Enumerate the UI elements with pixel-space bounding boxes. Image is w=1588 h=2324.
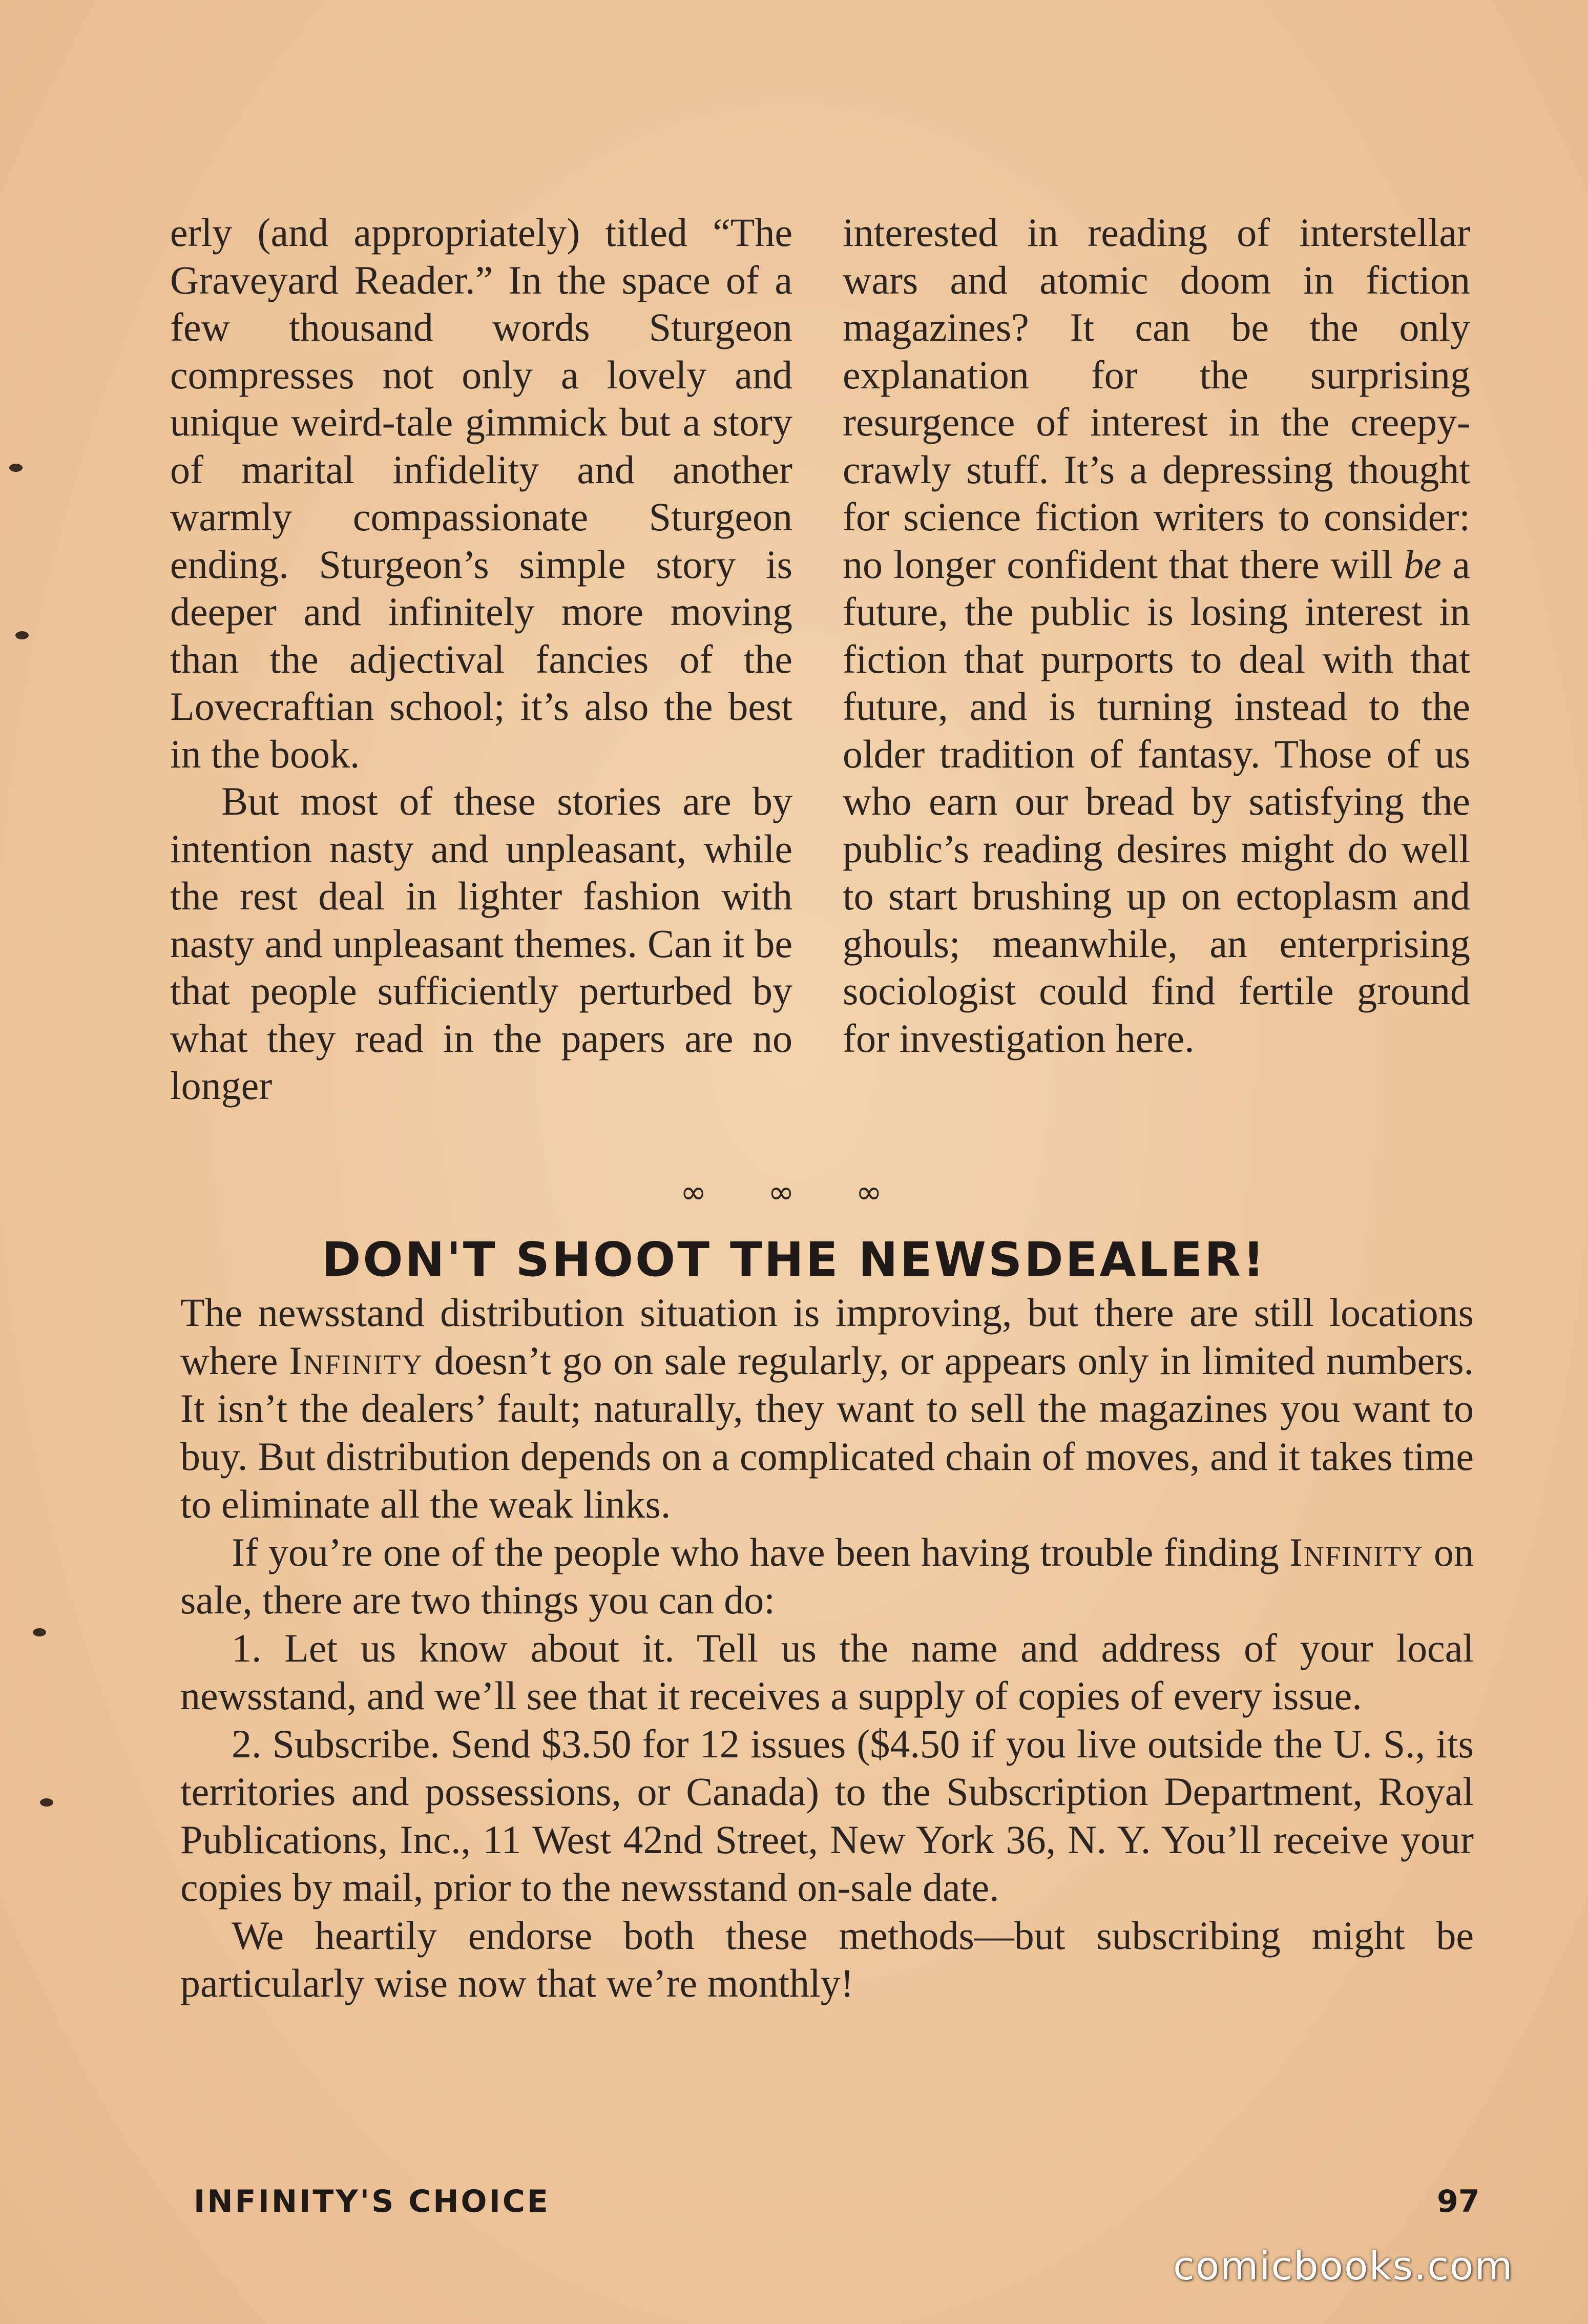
right-column	[843, 209, 1470, 1062]
binding-hole	[33, 1628, 46, 1636]
binding-hole	[40, 1798, 53, 1807]
binding-hole	[15, 631, 29, 639]
notice-paragraph: We heartily endorse both these methods—but subscribing might be particularly wise now that we’re monthly!	[180, 1913, 1474, 2005]
left-paragraph-continued: erly (and appropriately) titled “The Graveyard Reader.” In the space of a few thousand words Sturgeon compresses not only a lovely and unique weird-tale gimmick but a story of marital infidelity and another warmly compassionate Sturgeon ending. Sturgeon’s simple story is deeper and infinitely more moving than the adjectival fancies of the Lovecraftian school; it’s also the best in the book.	[170, 210, 792, 776]
left-paragraph: But most of these stories are by intention nasty and unpleasant, while the rest deal in lighter fashion with nasty and unpleasant themes. Can it be that people sufficiently perturbed by what they read in the papers are no longer	[170, 779, 792, 1108]
running-footer-title: INFINITY'S CHOICE	[194, 2184, 550, 2219]
magazine-name: Infinity	[1289, 1529, 1424, 1574]
notice-list-item: 2. Subscribe. Send $3.50 for 12 issues ($4.50 if you live outside the U. S., its territories and possessions, or Canada) to the Subscription Department, Royal Publications, Inc., 11 West 42nd Street, New York 36, N. Y. You’ll receive your copies by mail, prior to the newsstand on-sale date.	[180, 1721, 1474, 1910]
notice-paragraph: If you’re one of the people who have been having trouble finding Infinity on sale, there are two things you can do:	[180, 1529, 1474, 1622]
emphasis-be: be	[1404, 542, 1441, 587]
section-divider: ∞ ∞ ∞	[680, 1173, 908, 1211]
left-column	[170, 209, 792, 1110]
right-paragraph: interested in reading of interstellar wars and atomic doom in fiction magazines? It can be the only explanation for the surprising resurgence of interest in the creepy-crawly stuff. It’s a depressing thought for science fiction writers to consider: no longer confident that there will be a future, the public is losing interest in fiction that purports to deal with that future, and is turning instead to the older tradition of fantasy. Those of us who earn our bread by satisfying the public’s reading desires might do well to start brushing up on ectoplasm and ghouls; meanwhile, an enterprising sociologist could find fertile ground for investigation here.	[843, 210, 1470, 1061]
notice-body	[180, 1289, 1474, 2007]
binding-hole	[9, 464, 23, 472]
watermark: comicbooks.com	[1173, 2243, 1514, 2289]
notice-headline: DON'T SHOOT THE NEWSDEALER!	[322, 1232, 1266, 1287]
notice-paragraph: The newsstand distribution situation is improving, but there are still locations where Infinity doesn’t go on sale regularly, or appears only in limited numbers. It isn’t the dealers’ fault; naturally, they want to sell the magazines you want to buy. But distribution depends on a complicated chain of moves, and it takes time to eliminate all the weak links.	[180, 1290, 1474, 1526]
page-number: 97	[1437, 2184, 1480, 2219]
notice-list-item: 1. Let us know about it. Tell us the name and address of your local newsstand, and we’ll see that it receives a supply of copies of every issue.	[180, 1625, 1474, 1718]
magazine-name: Infinity	[289, 1338, 424, 1383]
